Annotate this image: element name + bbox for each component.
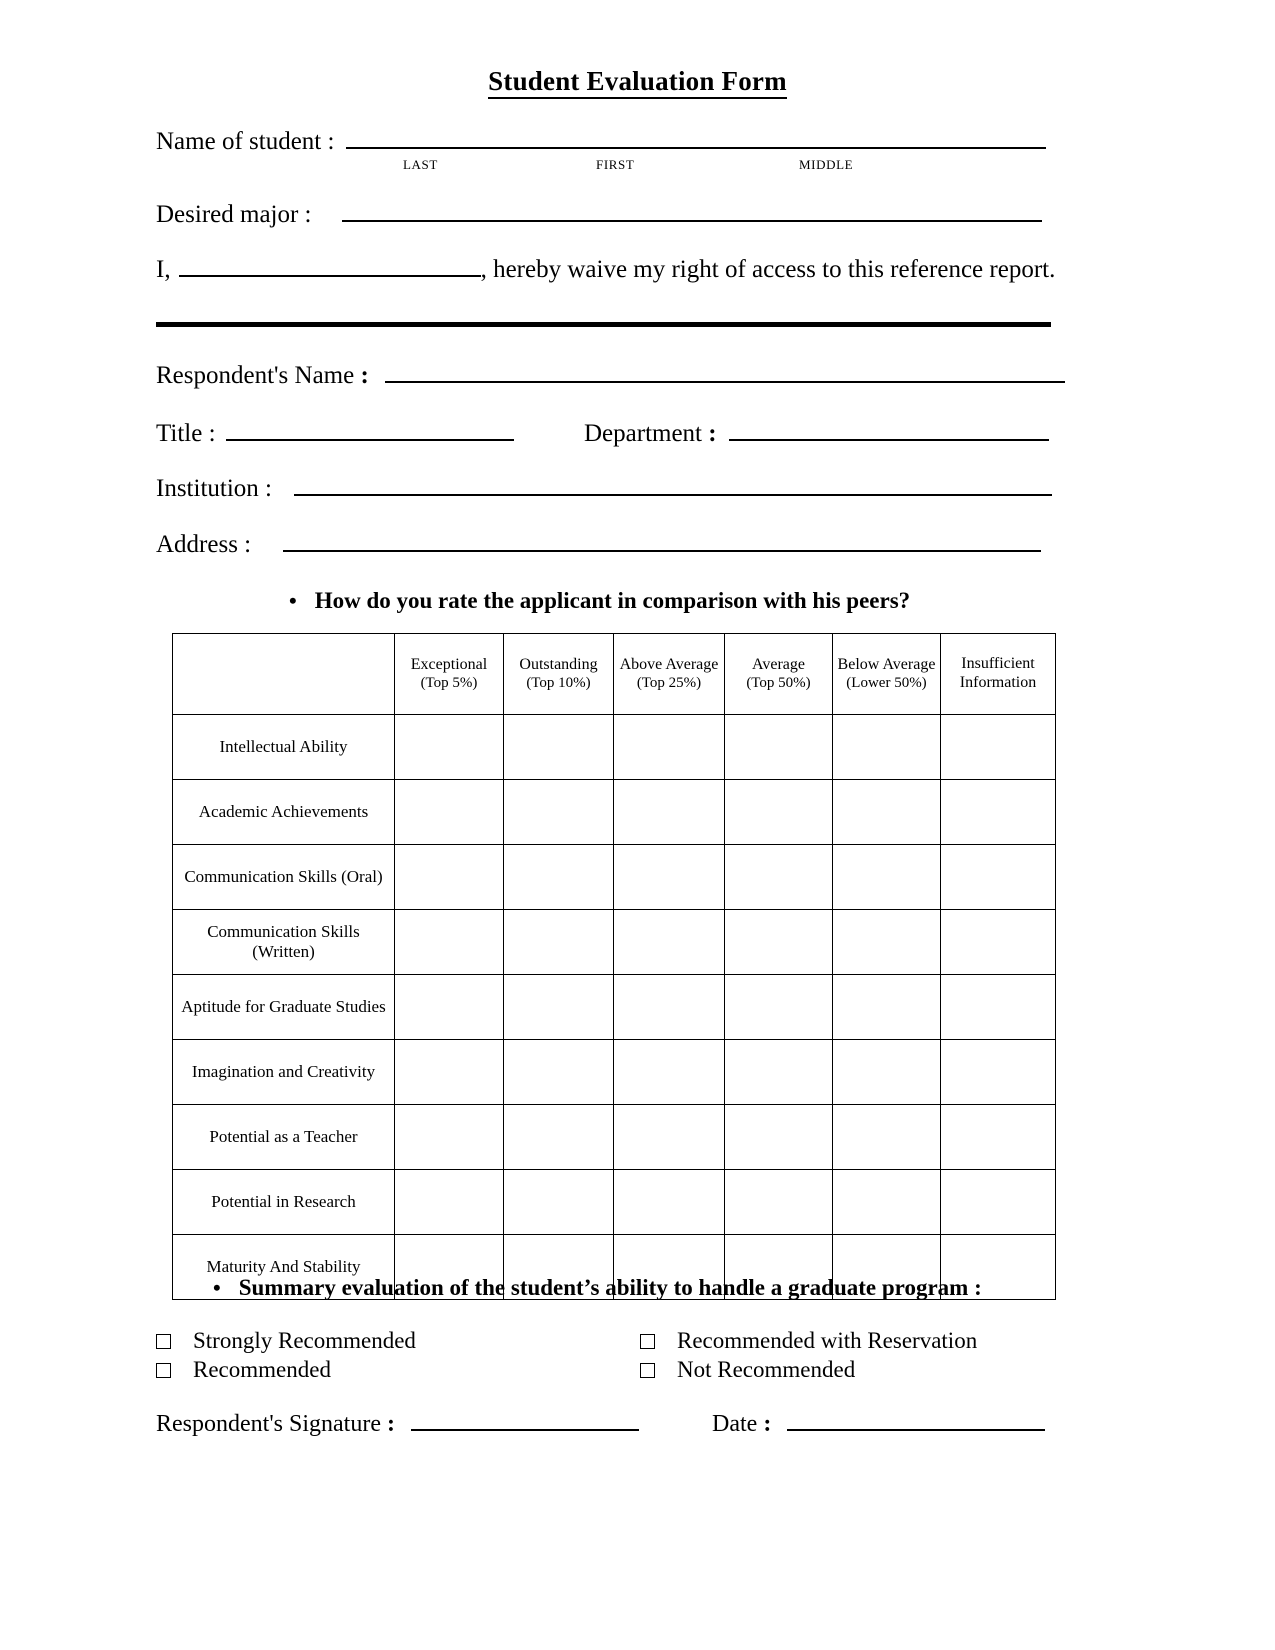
rating-cell[interactable] [725, 845, 833, 910]
rating-cell[interactable] [941, 1040, 1056, 1105]
respondent-name-row [156, 362, 1065, 390]
checkbox-icon[interactable] [156, 1334, 171, 1349]
row-label-communication-skills-written: Communication Skills (Written) [173, 910, 395, 975]
table-row [173, 780, 1056, 845]
rating-table [172, 633, 1056, 1300]
signature-input[interactable] [411, 1429, 639, 1431]
rating-cell[interactable] [941, 715, 1056, 780]
col-pct: (Top 5%) [420, 674, 478, 691]
table-row [173, 845, 1056, 910]
option-label: Not Recommended [677, 1357, 856, 1382]
rating-cell[interactable] [504, 715, 614, 780]
department-label: Department : [584, 420, 717, 447]
rating-cell[interactable] [941, 910, 1056, 975]
rating-cell[interactable] [725, 1040, 833, 1105]
rating-cell[interactable] [504, 1170, 614, 1235]
table-row [173, 1170, 1056, 1235]
bullet-icon: • [289, 588, 297, 613]
row-label-maturity-and-stability: Maturity And Stability [173, 1235, 395, 1300]
row-label-imagination-and-creativity: Imagination and Creativity [173, 1040, 395, 1105]
table-row [173, 1040, 1056, 1105]
table-header-below-average [833, 634, 941, 715]
date-row [712, 1411, 1045, 1438]
bullet-icon: • [213, 1275, 221, 1300]
rating-table-body [173, 715, 1056, 1300]
option-recommended[interactable] [156, 1357, 331, 1383]
option-recommended-with-reservation[interactable] [640, 1328, 977, 1354]
option-not-recommended[interactable] [640, 1357, 855, 1383]
desired-major-label: Desired major : [156, 201, 312, 228]
row-label-potential-as-a-teacher: Potential as a Teacher [173, 1105, 395, 1170]
rating-cell[interactable] [614, 1105, 725, 1170]
rating-cell[interactable] [941, 1170, 1056, 1235]
rating-cell[interactable] [941, 975, 1056, 1040]
row-label-aptitude-for-graduate-studies: Aptitude for Graduate Studies [173, 975, 395, 1040]
table-row [173, 910, 1056, 975]
rating-cell[interactable] [833, 845, 941, 910]
rating-cell[interactable] [395, 715, 504, 780]
rating-cell[interactable] [833, 1040, 941, 1105]
rating-cell[interactable] [614, 780, 725, 845]
row-label-academic-achievements: Academic Achievements [173, 780, 395, 845]
row-label-intellectual-ability: Intellectual Ability [173, 715, 395, 780]
rating-cell[interactable] [725, 780, 833, 845]
rating-cell[interactable] [614, 1170, 725, 1235]
respondent-name-input[interactable] [385, 381, 1065, 383]
checkbox-icon[interactable] [640, 1334, 655, 1349]
rating-cell[interactable] [504, 1105, 614, 1170]
section-divider [156, 322, 1051, 327]
rating-cell[interactable] [504, 1040, 614, 1105]
waiver-prefix-label: I, [156, 256, 171, 283]
rating-cell[interactable] [395, 780, 504, 845]
name-caption-middle: MIDDLE [799, 157, 854, 172]
desired-major-input[interactable] [342, 220, 1042, 222]
table-header-insufficient-information [941, 634, 1056, 715]
rating-cell[interactable] [725, 910, 833, 975]
desired-major-row [156, 201, 1042, 229]
rating-cell[interactable] [614, 1040, 725, 1105]
table-header-row [173, 634, 1056, 715]
col-label: Above Average [619, 655, 719, 673]
rating-cell[interactable] [725, 1105, 833, 1170]
rating-cell[interactable] [504, 780, 614, 845]
rating-cell[interactable] [504, 910, 614, 975]
checkbox-icon[interactable] [156, 1363, 171, 1378]
date-label: Date : [712, 1411, 772, 1437]
rating-cell[interactable] [833, 1170, 941, 1235]
rating-cell[interactable] [941, 1105, 1056, 1170]
rating-cell[interactable] [833, 975, 941, 1040]
rating-cell[interactable] [504, 845, 614, 910]
rating-cell[interactable] [614, 715, 725, 780]
student-name-row [156, 128, 1046, 156]
rating-cell[interactable] [833, 780, 941, 845]
institution-row [156, 475, 1052, 503]
student-name-input[interactable] [346, 147, 1046, 149]
rating-cell[interactable] [725, 975, 833, 1040]
waiver-name-input[interactable] [179, 275, 481, 277]
checkbox-icon[interactable] [640, 1363, 655, 1378]
rating-cell[interactable] [725, 715, 833, 780]
col-label: Average [752, 655, 805, 673]
table-header-above-average [614, 634, 725, 715]
col-label: Outstanding [519, 655, 598, 673]
col-pct: (Top 25%) [636, 674, 702, 691]
waiver-row [156, 256, 1055, 284]
summary-heading [213, 1275, 982, 1301]
signature-label: Respondent's Signature : [156, 1411, 395, 1437]
rating-cell[interactable] [395, 1040, 504, 1105]
rating-cell[interactable] [614, 845, 725, 910]
table-header-outstanding [504, 634, 614, 715]
respondent-name-label: Respondent's Name : [156, 362, 369, 389]
address-input[interactable] [283, 550, 1041, 552]
rating-cell[interactable] [395, 845, 504, 910]
rating-cell[interactable] [395, 975, 504, 1040]
table-row [173, 975, 1056, 1040]
col-label: Insufficient Information [959, 655, 1037, 691]
rating-cell[interactable] [941, 780, 1056, 845]
option-label: Recommended with Reservation [677, 1328, 978, 1353]
name-caption-first: FIRST [596, 157, 635, 172]
respondent-title-input[interactable] [226, 439, 514, 441]
rating-cell[interactable] [395, 1105, 504, 1170]
table-header-average [725, 634, 833, 715]
option-label: Recommended [193, 1357, 331, 1382]
rating-cell[interactable] [614, 975, 725, 1040]
name-caption-last: LAST [403, 157, 438, 172]
col-label: Exceptional [410, 655, 488, 673]
table-row [173, 715, 1056, 780]
table-header-exceptional [395, 634, 504, 715]
table-header-blank [173, 634, 395, 715]
rating-cell[interactable] [395, 910, 504, 975]
rating-question-heading [289, 588, 910, 614]
col-pct: (Lower 50%) [846, 674, 927, 691]
rating-cell[interactable] [941, 845, 1056, 910]
student-name-label: Name of student : [156, 128, 335, 155]
rating-cell[interactable] [833, 1105, 941, 1170]
institution-label: Institution : [156, 475, 272, 502]
row-label-communication-skills-oral: Communication Skills (Oral) [173, 845, 395, 910]
option-strongly-recommended[interactable] [156, 1328, 416, 1354]
address-label: Address : [156, 531, 252, 558]
col-label: Below Average [837, 655, 936, 673]
option-label: Strongly Recommended [193, 1328, 416, 1353]
page-title-text: Student Evaluation Form [488, 66, 787, 99]
signature-row [156, 1411, 639, 1438]
institution-input[interactable] [294, 494, 1052, 496]
page-title [0, 66, 1275, 97]
rating-cell[interactable] [614, 910, 725, 975]
department-row [584, 420, 1049, 448]
rating-cell[interactable] [395, 1170, 504, 1235]
respondent-title-row [156, 420, 514, 448]
waiver-suffix-label: , hereby waive my right of access to this reference report. [480, 256, 1056, 283]
row-label-potential-in-research: Potential in Research [173, 1170, 395, 1235]
rating-cell[interactable] [725, 1170, 833, 1235]
rating-question-text: How do you rate the applicant in comparison with his peers? [314, 588, 911, 613]
table-row [173, 1105, 1056, 1170]
department-input[interactable] [729, 439, 1049, 441]
rating-cell[interactable] [833, 715, 941, 780]
col-pct: (Top 10%) [526, 674, 591, 691]
rating-cell[interactable] [504, 975, 614, 1040]
summary-heading-text: Summary evaluation of the student’s ability to handle a graduate program : [238, 1275, 982, 1300]
col-pct: (Top 50%) [746, 674, 811, 691]
rating-cell[interactable] [833, 910, 941, 975]
address-row [156, 531, 1041, 559]
date-input[interactable] [787, 1429, 1045, 1431]
respondent-title-label: Title : [156, 420, 216, 447]
